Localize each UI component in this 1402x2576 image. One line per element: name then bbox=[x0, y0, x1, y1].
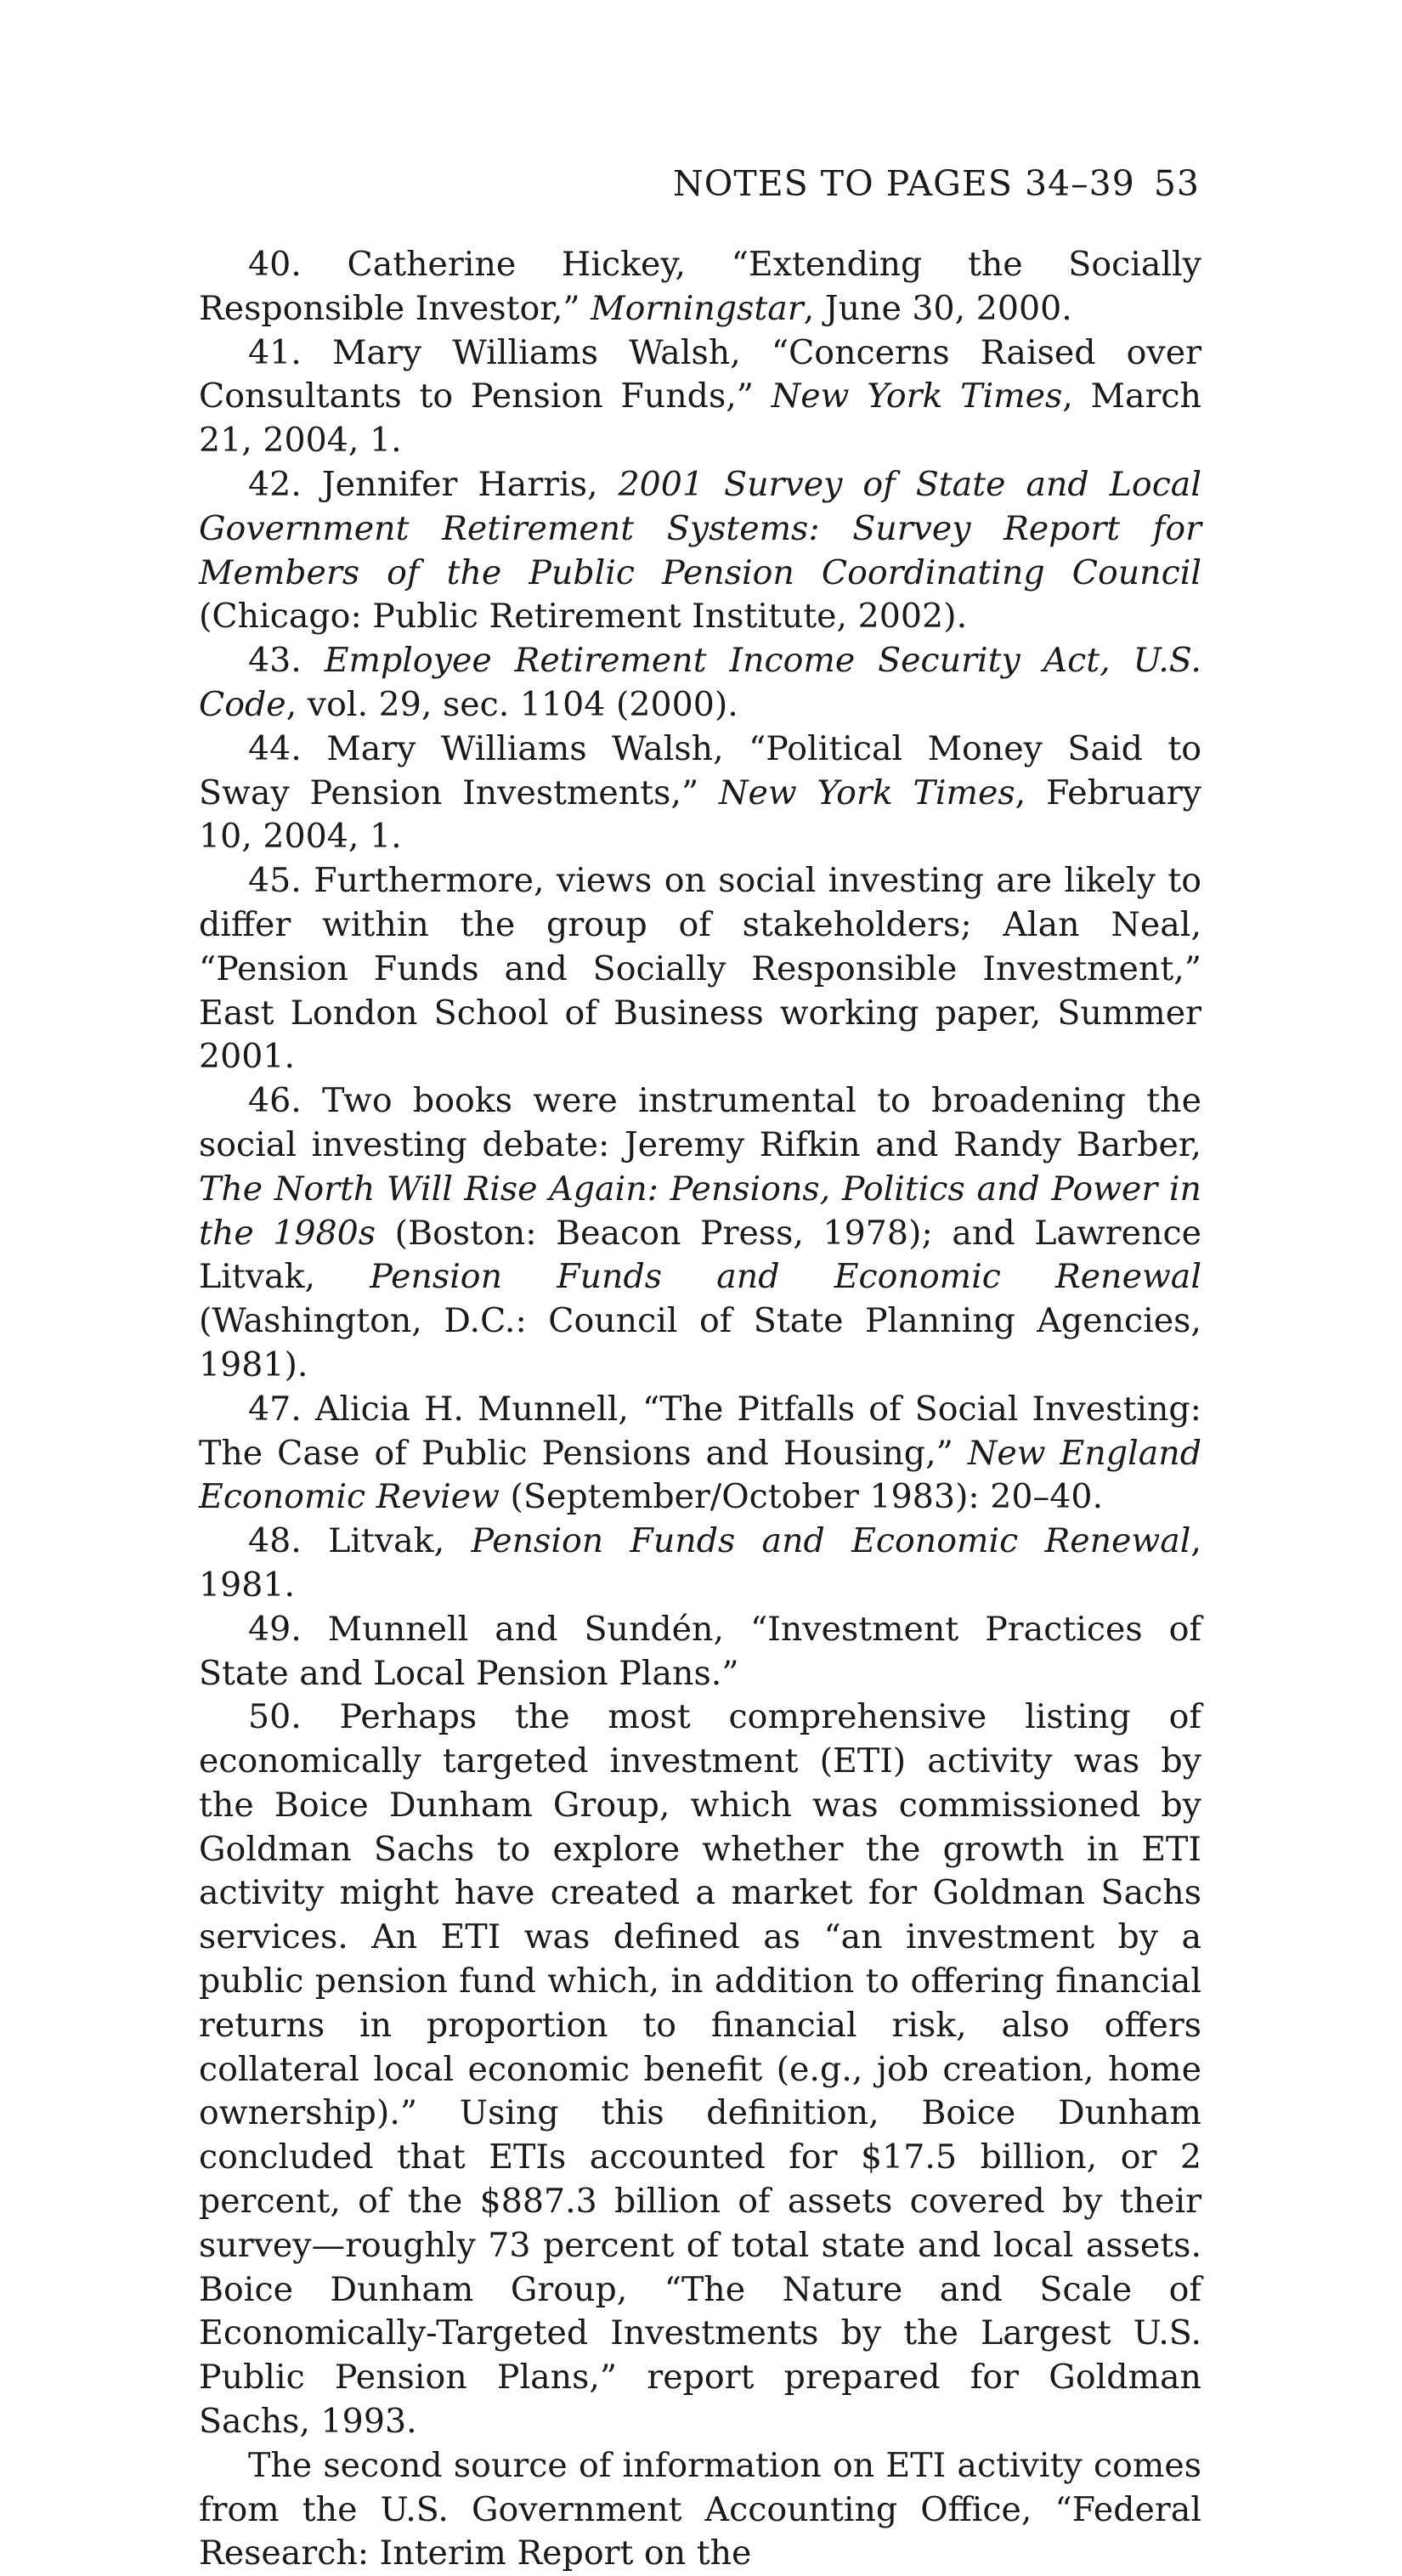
endnote-text bbox=[302, 641, 325, 680]
endnote-text: Two books were instrumental to broadening the social investing debate: Jeremy Rifkin and Randy Barber, bbox=[199, 1081, 1201, 1164]
running-head-title: NOTES TO PAGES 34–39 bbox=[672, 163, 1135, 204]
endnote bbox=[199, 1079, 1201, 1388]
endnote-number: 43. bbox=[248, 641, 302, 681]
endnote-number: 50. bbox=[248, 1697, 302, 1737]
endnote-title-italic: Pension Funds and Economic Renewal bbox=[471, 1521, 1191, 1561]
endnote bbox=[199, 1388, 1201, 1520]
endnote-number: 48. bbox=[248, 1521, 302, 1561]
endnote-text: (Boston: Beacon Press, 1978); and Lawrence Litvak, bbox=[199, 1213, 1201, 1297]
endnote-title-italic: Morningstar bbox=[591, 288, 804, 328]
running-head bbox=[672, 163, 1200, 204]
endnote bbox=[199, 243, 1201, 331]
body-paragraph: The second source of information on ETI activity comes from the U.S. Government Accounting Office, “Federal Research: Interim Report on the bbox=[199, 2445, 1201, 2573]
endnote-title-italic: The North Will Rise Again: Pensions, Politics and Power in the 1980s bbox=[199, 1169, 1201, 1253]
endnote-text: Mary Williams Walsh, “Political Money Said to Sway Pension Investments,” bbox=[199, 728, 1201, 812]
endnote-text: , June 30, 2000. bbox=[803, 288, 1072, 328]
endnote-text: Mary Williams Walsh, “Concerns Raised over Consultants to Pension Funds,” bbox=[199, 332, 1201, 416]
endnote bbox=[199, 331, 1201, 463]
endnote-title-italic: New York Times bbox=[771, 376, 1063, 416]
endnote-title-italic: Pension Funds and Economic Renewal bbox=[370, 1257, 1201, 1297]
endnote bbox=[199, 1608, 1201, 1696]
endnotes-list bbox=[199, 243, 1201, 2576]
endnote bbox=[199, 639, 1201, 728]
endnote-title-italic: Employee Retirement Income Security Act, U.S. Code bbox=[199, 641, 1201, 724]
endnote-text: Furthermore, views on social investing are likely to differ within the group of stakeholders; Alan Neal, “Pension Funds and Socially Responsible Investment,” East London School of Business working paper, Summer 2001. bbox=[199, 861, 1201, 1077]
endnote-title-italic: 2001 Survey of State and Local Government Retirement Systems: Survey Report for Members of the Public Pension Coordinating Council bbox=[199, 464, 1201, 592]
endnote bbox=[199, 1520, 1201, 1608]
endnote-number: 46. bbox=[248, 1081, 302, 1121]
endnote-text: , 1981. bbox=[199, 1521, 1201, 1605]
endnote-number: 42. bbox=[248, 464, 302, 504]
endnote-number: 49. bbox=[248, 1609, 302, 1649]
endnote-text: Catherine Hickey, “Extending the Socially Responsible Investor,” bbox=[199, 245, 1201, 328]
endnote-number: 41. bbox=[248, 332, 302, 372]
endnote-text: Jennifer Harris, bbox=[301, 464, 619, 504]
page-number: 53 bbox=[1153, 163, 1200, 204]
endnote-number: 47. bbox=[248, 1389, 302, 1429]
endnote-text: , February 10, 2004, 1. bbox=[199, 773, 1201, 857]
endnote-number: 44. bbox=[248, 728, 302, 768]
endnote bbox=[199, 463, 1201, 639]
endnote-text: (Washington, D.C.: Council of State Planning Agencies, 1981). bbox=[199, 1301, 1201, 1384]
endnote-number: 40. bbox=[248, 245, 302, 284]
endnote bbox=[199, 1696, 1201, 2444]
endnote-text: Alicia H. Munnell, “The Pitfalls of Social Investing: The Case of Public Pensions and Housing,” bbox=[199, 1389, 1201, 1473]
endnote bbox=[199, 859, 1201, 1079]
endnote-text: (September/October 1983): 20–40. bbox=[499, 1477, 1104, 1517]
endnote-text: Munnell and Sundén, “Investment Practices of State and Local Pension Plans.” bbox=[199, 1609, 1201, 1693]
endnote-text: Litvak, bbox=[301, 1521, 472, 1561]
endnote-text: , March 21, 2004, 1. bbox=[199, 376, 1201, 461]
endnote-title-italic: New York Times bbox=[718, 773, 1015, 812]
endnote-title-italic: New England Economic Review bbox=[199, 1433, 1201, 1517]
endnote-number: 45. bbox=[248, 861, 302, 901]
endnote-text: , vol. 29, sec. 1104 (2000). bbox=[285, 684, 738, 724]
endnote bbox=[199, 728, 1201, 859]
endnote-text: Perhaps the most comprehensive listing of economically targeted investment (ETI) activity was by the Boice Dunham Group, which was commissioned by Goldman Sachs to explore whether the growth in ETI activity might have created a market for Goldman Sachs services. An ETI was defined as “an investment by a public pension fund which, in addition to offering financial returns in proportion to financial risk, also offers collateral local economic benefit (e.g., job creation, home ownership).” Using this definition, Boice Dunham concluded that ETIs accounted for $17.5 billion, or 2 percent, of the $887.3 billion of assets covered by their survey—roughly 73 percent of total state and local assets. Boice Dunham Group, “The Nature and Scale of Economically-Targeted Investments by the Largest U.S. Public Pension Plans,” report prepared for Goldman Sachs, 1993. bbox=[199, 1697, 1201, 2442]
endnote-text: (Chicago: Public Retirement Institute, 2002). bbox=[199, 597, 968, 637]
